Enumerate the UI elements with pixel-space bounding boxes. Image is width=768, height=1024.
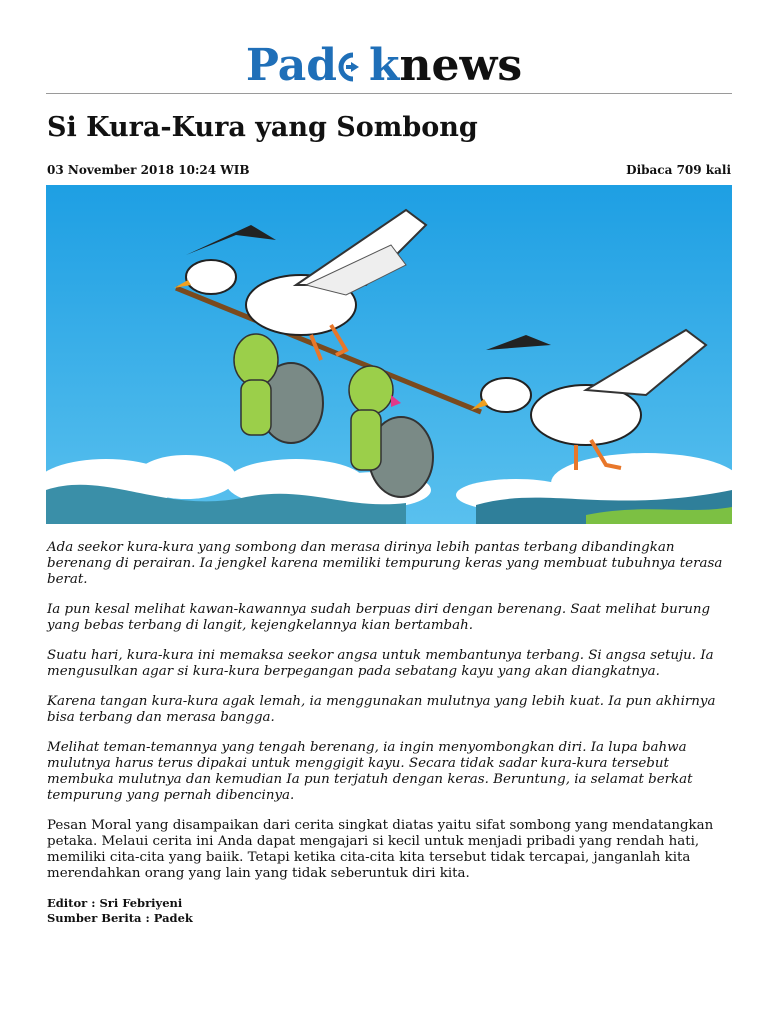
article-hero-image	[46, 185, 732, 524]
article-paragraph: Ia pun kesal melihat kawan-kawannya sudah berpuas diri dengan berenang. Saat melihat burung yang bebas terbang di langit, kejengkelannya kian bertambah.	[47, 602, 711, 633]
logo-mark-icon	[338, 52, 368, 82]
article-date: 03 November 2018 10:24 WIB	[47, 163, 250, 177]
geese-turtles-illustration	[46, 185, 732, 524]
logo-text-news: news	[399, 40, 523, 91]
article-credits	[47, 896, 727, 926]
article-paragraph: Melihat teman-temannya yang tengah berenang, ia ingin menyombongkan diri. Ia lupa bahwa mulutnya harus terus dipakai untuk menggigit kayu. Secara tidak sadar kura-kura tersebut membuka mulutnya dan kemudian Ia pun terjatuh dengan keras. Beruntung, ia selamat berkat tempurung yang pernah dibencinya.	[47, 740, 693, 803]
site-logo[interactable]	[0, 40, 768, 92]
article-editor: Editor : Sri Febriyeni	[47, 896, 183, 910]
article-view-count: Dibaca 709 kali	[626, 163, 731, 177]
logo-text-pad: Pad	[245, 40, 338, 91]
logo-text-k: k	[369, 40, 400, 91]
article-paragraph-moral: Pesan Moral yang disampaikan dari cerita singkat diatas yaitu sifat sombong yang mendatangkan petaka. Melaui cerita ini Anda dapat mengajari si kecil untuk menjadi pribadi yang rendah hati, memiliki cita-cita yang baiik. Tetapi ketika cita-cita kita tersebut tidak tercapai, janganlah kita merendahkan orang yang lain yang tidak seberuntuk diri kita.	[47, 818, 714, 881]
article-paragraph: Ada seekor kura-kura yang sombong dan merasa dirinya lebih pantas terbang dibandingkan berenang di perairan. Ia jengkel karena memiliki tempurung keras yang membuat tubuhnya terasa berat.	[47, 540, 723, 587]
article-source: Sumber Berita : Padek	[47, 911, 193, 925]
article-paragraph: Karena tangan kura-kura agak lemah, ia menggunakan mulutnya yang lebih kuat. Ia pun akhirnya bisa terbang dan merasa bangga.	[47, 694, 716, 725]
article-paragraph: Suatu hari, kura-kura ini memaksa seekor angsa untuk membantunya terbang. Si angsa setuju. Ia mengusulkan agar si kura-kura berpegangan pada sebatang kayu yang akan diangkatnya.	[47, 648, 714, 679]
header-divider	[46, 93, 732, 94]
article-body	[47, 540, 727, 926]
article-title: Si Kura-Kura yang Sombong	[47, 112, 478, 143]
